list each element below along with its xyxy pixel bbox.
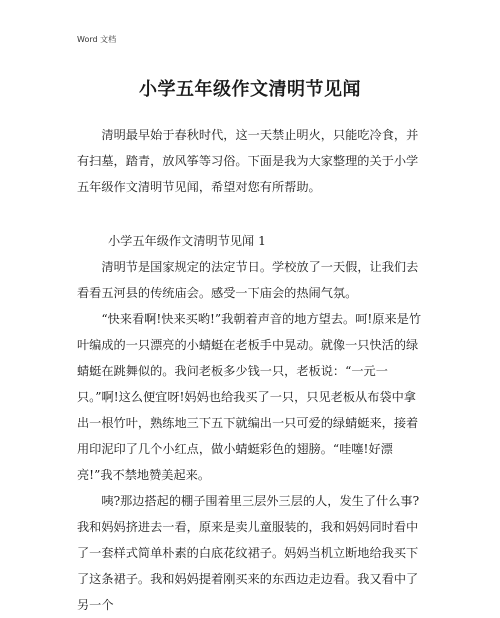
intro-paragraph: 清明最早始于春秋时代，这一天禁止明火，只能吃冷食，并有扫墓，踏青，放风筝等习俗。下面是我为大家整理的关于小学五年级作文清明节见闻，希望对您有所帮助。 xyxy=(77,128,419,194)
header-label: Word 文档 xyxy=(77,35,117,44)
body-paragraph: 清明节是国家规定的法定节日。学校放了一天假，让我们去看看五河县的传统庙会。感受一下庙会的热闹气氛。 xyxy=(77,260,419,300)
body-paragraph: “快来看啊!快来买哟!”我朝着声音的地方望去。呵!原来是竹叶编成的一只漂亮的小蜻蜓在老板手中晃动。就像一只快活的绿蜻蜓在跳舞似的。我问老板多少钱一只，老板说：“一元一只。”啊!这么便宜呀!妈妈也给我买了一只，只见老板从布袋中拿出一根竹叶，熟练地三下五下就编出一只可爱的绿蜻蜓来，接着用印泥印了几个小红点，做小蜻蜓彩色的翅膀。“哇噻!好漂亮!”我不禁地赞美起来。 xyxy=(77,312,422,482)
document-title: 小学五年级作文清明节见闻 xyxy=(139,79,361,100)
section-subtitle: 小学五年级作文清明节见闻 1 xyxy=(108,234,266,248)
body-paragraph: 咦?那边搭起的棚子围着里三层外三层的人，发生了什么事?我和妈妈挤进去一看，原来是卖儿童服装的，我和妈妈同时看中了一套样式简单朴素的白底花纹裙子。妈妈当机立断地给我买下了这条裙子。我和妈妈提着刚买来的东西边走边看。我又看中了另一个 xyxy=(77,494,420,612)
